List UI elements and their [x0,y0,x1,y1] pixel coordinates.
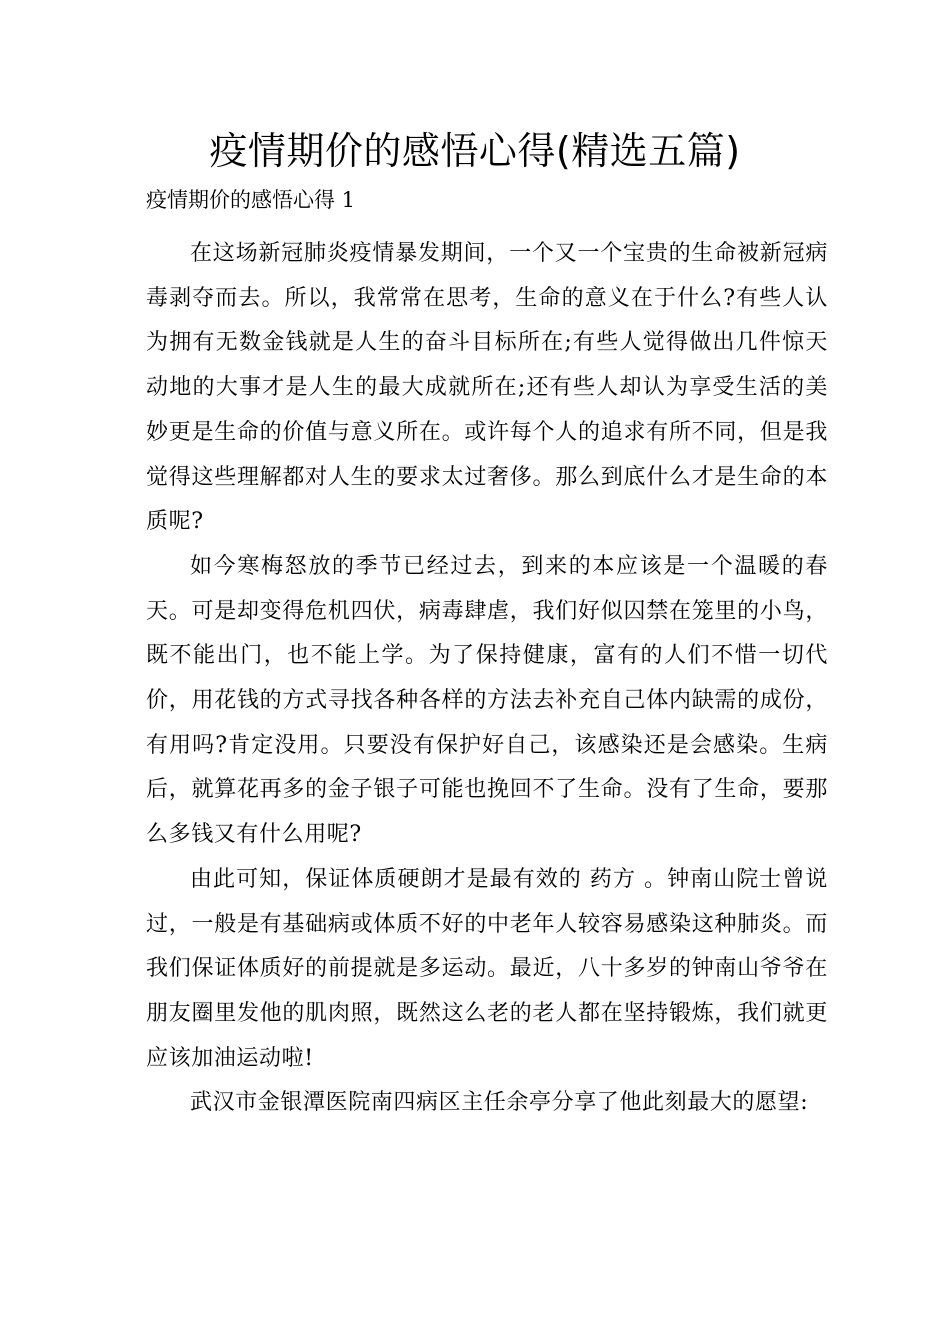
document-title: 疫情期价的感悟心得(精选五篇) [209,129,741,173]
paragraph: 武汉市金银潭医院南四病区主任余亭分享了他此刻最大的愿望: [190,1090,809,1116]
paragraph: 在这场新冠肺炎疫情暴发期间，一个又一个宝贵的生命被新冠病毒剥夺而去。所以，我常常在思考，生命的意义在于什么?有些人认为拥有无数金钱就是人生的奋斗目标所在;有些人觉得做出几件惊天动地的大事才是人生的最大成就所在;还有些人却认为享受生活的美妙更是生命的价值与意义所在。或许每个人的追求有所不同，但是我觉得这些理解都对人生的要求太过奢侈。那么到底什么才是生命的本质呢? [146,241,828,535]
paragraph: 如今寒梅怒放的季节已经过去，到来的本应该是一个温暖的春天。可是却变得危机四伏，病毒肆虐，我们好似囚禁在笼里的小鸟，既不能出门，也不能上学。为了保持健康，富有的人们不惜一切代价，用花钱的方式寻找各种各样的方法去补充自己体内缺需的成份，有用吗?肯定没用。只要没有保护好自己，该感染还是会感染。生病后，就算花再多的金子银子可能也挽回不了生命。没有了生命，要那么多钱又有什么用呢? [146,553,828,848]
section-heading: 疫情期价的感悟心得 1 [146,188,356,212]
paragraph: 由此可知，保证体质硬朗才是最有效的 药方 。钟南山院士曾说过，一般是有基础病或体质不好的中老年人较容易感染这种肺炎。而我们保证体质好的前提就是多运动。最近，八十多岁的钟南山爷爷在朋友圈里发他的肌肉照，既然这么老的老人都在坚持锻炼，我们就更应该加油运动啦! [146,866,828,1071]
document-body [146,232,828,1126]
